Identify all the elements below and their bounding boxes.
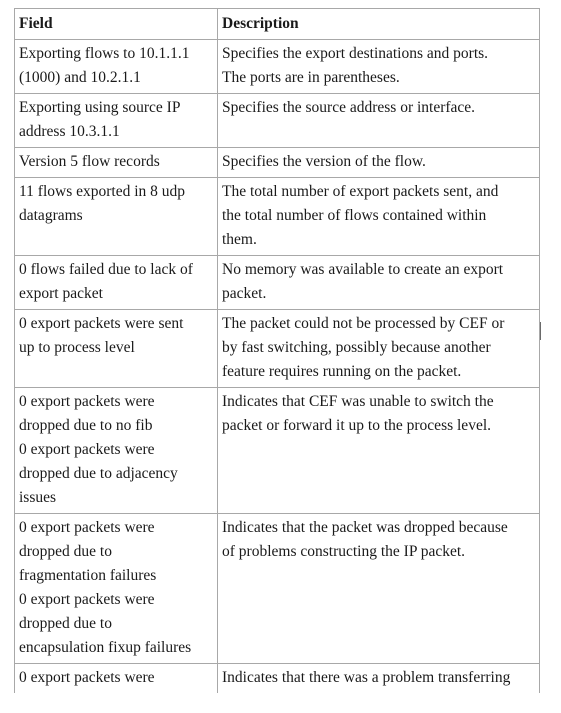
field-cell (15, 664, 218, 694)
description-text: them. (222, 231, 257, 248)
field-text: Exporting flows to 10.1.1.1 (19, 45, 190, 62)
field-text: Exporting using source IP (19, 99, 181, 116)
field-text: fragmentation failures (19, 567, 157, 584)
description-cell (218, 664, 540, 694)
description-text: Specifies the export destinations and ports. (222, 45, 489, 62)
description-text: No memory was available to create an export (222, 261, 504, 278)
field-text: 0 export packets were sent (19, 315, 184, 332)
field-text: 0 export packets were (19, 591, 155, 608)
table-row (15, 310, 540, 388)
field-text: encapsulation fixup failures (19, 639, 192, 656)
description-text: by fast switching, possibly because another (222, 339, 491, 356)
field-text: 0 export packets were (19, 519, 155, 536)
description-text: Indicates that CEF was unable to switch the (222, 393, 494, 410)
field-text: datagrams (19, 207, 83, 224)
field-text: 0 export packets were (19, 393, 155, 410)
field-text: 0 flows failed due to lack of (19, 261, 193, 278)
field-text: issues (19, 489, 57, 506)
field-text: 0 export packets were (19, 669, 155, 686)
field-cell (15, 310, 218, 388)
description-text: Specifies the source address or interface. (222, 99, 476, 116)
description-text: of problems constructing the IP packet. (222, 543, 466, 560)
field-text: (1000) and 10.2.1.1 (19, 69, 141, 86)
description-cell (218, 256, 540, 310)
table-row (15, 388, 540, 514)
field-cell (15, 178, 218, 256)
table-row (15, 256, 540, 310)
description-text: The total number of export packets sent, and (222, 183, 499, 200)
field-cell (15, 514, 218, 664)
description-cell (218, 94, 540, 148)
description-cell (218, 514, 540, 664)
table-row (15, 514, 540, 664)
header-description: Description (218, 9, 540, 40)
field-description-table (14, 8, 540, 693)
description-text: The packet could not be processed by CEF or (222, 315, 505, 332)
description-text: the total number of flows contained within (222, 207, 487, 224)
description-text: packet or forward it up to the process level. (222, 417, 492, 434)
description-cell (218, 148, 540, 178)
description-text: Specifies the version of the flow. (222, 153, 426, 170)
field-text: dropped due to no fib (19, 417, 153, 434)
description-cell (218, 178, 540, 256)
field-cell (15, 388, 218, 514)
field-text: Version 5 flow records (19, 153, 160, 170)
field-text: address 10.3.1.1 (19, 123, 120, 140)
table-row (15, 40, 540, 94)
description-text: feature requires running on the packet. (222, 363, 462, 380)
description-cell (218, 388, 540, 514)
table-row (15, 664, 540, 694)
field-cell (15, 94, 218, 148)
field-text: dropped due to (19, 615, 112, 632)
description-cell (218, 40, 540, 94)
description-text: Indicates that there was a problem transferring (222, 669, 511, 686)
table-row (15, 178, 540, 256)
field-text: export packet (19, 285, 103, 302)
table-header-row (15, 9, 540, 40)
field-cell (15, 148, 218, 178)
text-cursor-mark (540, 322, 541, 340)
field-cell (15, 256, 218, 310)
table-row (15, 148, 540, 178)
table-row (15, 94, 540, 148)
field-cell (15, 40, 218, 94)
field-text: dropped due to adjacency (19, 465, 178, 482)
header-field: Field (15, 9, 218, 40)
field-text: 0 export packets were (19, 441, 155, 458)
description-cell (218, 310, 540, 388)
field-text: up to process level (19, 339, 135, 356)
description-text: Indicates that the packet was dropped because (222, 519, 508, 536)
description-text: packet. (222, 285, 267, 302)
description-text: The ports are in parentheses. (222, 69, 400, 86)
field-text: 11 flows exported in 8 udp (19, 183, 186, 200)
field-text: dropped due to (19, 543, 112, 560)
